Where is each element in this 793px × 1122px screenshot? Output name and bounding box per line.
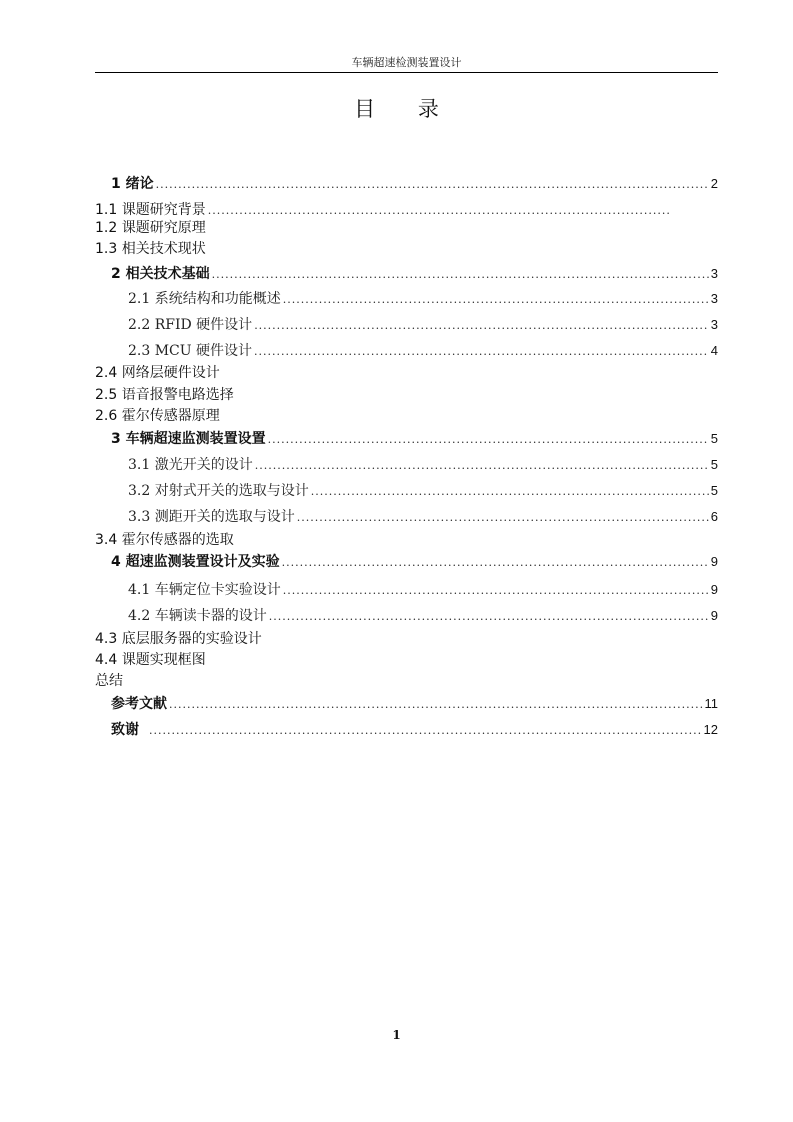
toc-entry-text: 3.3 测距开关的选取与设计 [128, 509, 295, 525]
toc-entry-text: 3.4 霍尔传感器的选取 [95, 532, 234, 548]
toc-entry-chapter[interactable] [111, 695, 718, 714]
leader-dots [268, 431, 709, 449]
toc-entry-page: 3 [710, 291, 718, 306]
toc-entry-page: 3 [710, 266, 718, 281]
toc-entry-chapter[interactable] [111, 430, 718, 449]
toc-entry-section[interactable] [128, 342, 718, 361]
toc-entry-section[interactable] [128, 607, 718, 626]
leader-dots [254, 317, 709, 335]
toc-entry-section[interactable] [128, 508, 718, 527]
toc-entry-text: 1 绪论 [111, 176, 154, 192]
toc-entry-chapter[interactable] [111, 175, 718, 194]
toc-entry-section[interactable] [128, 316, 718, 335]
toc-entry-text: 4.4 课题实现框图 [95, 652, 206, 668]
toc-entry-text: 3 车辆超速监测装置设置 [111, 431, 266, 447]
toc-entry-page: 3 [710, 317, 718, 332]
toc-entry-text: 4.1 车辆定位卡实验设计 [128, 582, 281, 598]
leader-dots [212, 266, 709, 284]
toc-entry-text: 2.5 语音报警电路选择 [95, 387, 234, 403]
toc-entry-page: 5 [710, 483, 718, 498]
toc-entry-section[interactable] [128, 581, 718, 600]
toc-entry-section[interactable] [128, 456, 718, 475]
toc-entry-page: 5 [710, 431, 718, 446]
toc-entry-text: 3.1 激光开关的设计 [128, 457, 253, 473]
leader-dots [149, 722, 702, 740]
toc-entry-section[interactable] [95, 630, 262, 648]
toc-entry-section[interactable] [128, 482, 718, 501]
leader-dots [283, 291, 709, 309]
toc-entry-section[interactable] [95, 201, 671, 220]
toc-entry-section[interactable] [95, 407, 220, 425]
toc-entry-section[interactable] [128, 290, 718, 309]
toc-entry-text: 1.2 课题研究原理 [95, 220, 206, 236]
toc-entry-text: 4 超速监测装置设计及实验 [111, 554, 280, 570]
leader-dots [169, 696, 703, 714]
toc-entry-text: 1.1 课题研究背景 [95, 202, 206, 218]
leader-dots [254, 343, 709, 361]
toc-entry-text: 4.2 车辆读卡器的设计 [128, 608, 267, 624]
toc-title: 目 录 [354, 97, 457, 121]
toc-entry-section[interactable] [95, 240, 206, 258]
toc-entry-section[interactable] [95, 531, 234, 549]
leader-dots [208, 202, 669, 220]
toc-entry-text: 2.2 RFID 硬件设计 [128, 317, 253, 333]
running-header: 车辆超速检测装置设计 [351, 56, 462, 69]
toc-entry-section[interactable] [95, 651, 206, 669]
toc-entry-chapter[interactable] [111, 265, 718, 284]
toc-entry-page: 12 [703, 722, 718, 737]
toc-entry-page: 11 [704, 696, 718, 711]
toc-entry-text: 2.4 网络层硬件设计 [95, 365, 220, 381]
leader-dots [283, 582, 709, 600]
toc-entry-page: 5 [710, 457, 718, 472]
toc-entry-text: 致谢 [111, 722, 139, 738]
toc-entry-text: 1.3 相关技术现状 [95, 241, 206, 257]
toc-entry-page: 6 [710, 509, 718, 524]
toc-entry-text: 2.1 系统结构和功能概述 [128, 291, 281, 307]
leader-dots [297, 509, 709, 527]
toc-entry-section[interactable] [95, 672, 123, 690]
toc-entry-chapter[interactable] [111, 553, 718, 572]
leader-dots [269, 608, 709, 626]
toc-entry-section[interactable] [95, 364, 220, 382]
toc-entry-page: 9 [710, 554, 718, 569]
toc-entry-page: 9 [710, 608, 718, 623]
toc-entry-text: 4.3 底层服务器的实验设计 [95, 631, 262, 647]
leader-dots [311, 483, 709, 501]
leader-dots [282, 554, 709, 572]
toc-entry-text: 2.3 MCU 硬件设计 [128, 343, 253, 359]
toc-entry-chapter[interactable] [111, 721, 718, 740]
leader-dots [255, 457, 709, 475]
toc-entry-page: 4 [710, 343, 718, 358]
toc-entry-text: 2.6 霍尔传感器原理 [95, 408, 220, 424]
toc-entry-section[interactable] [95, 219, 206, 237]
toc-entry-text: 总结 [95, 673, 123, 689]
toc-entry-page: 9 [710, 582, 718, 597]
toc-entry-text: 2 相关技术基础 [111, 266, 210, 282]
page-number: 1 [392, 1028, 401, 1042]
toc-entry-text: 3.2 对射式开关的选取与设计 [128, 483, 309, 499]
toc-entry-section[interactable] [95, 386, 234, 404]
toc-entry-page: 2 [710, 176, 718, 191]
toc-entry-text: 参考文献 [111, 696, 167, 712]
leader-dots [156, 176, 709, 194]
